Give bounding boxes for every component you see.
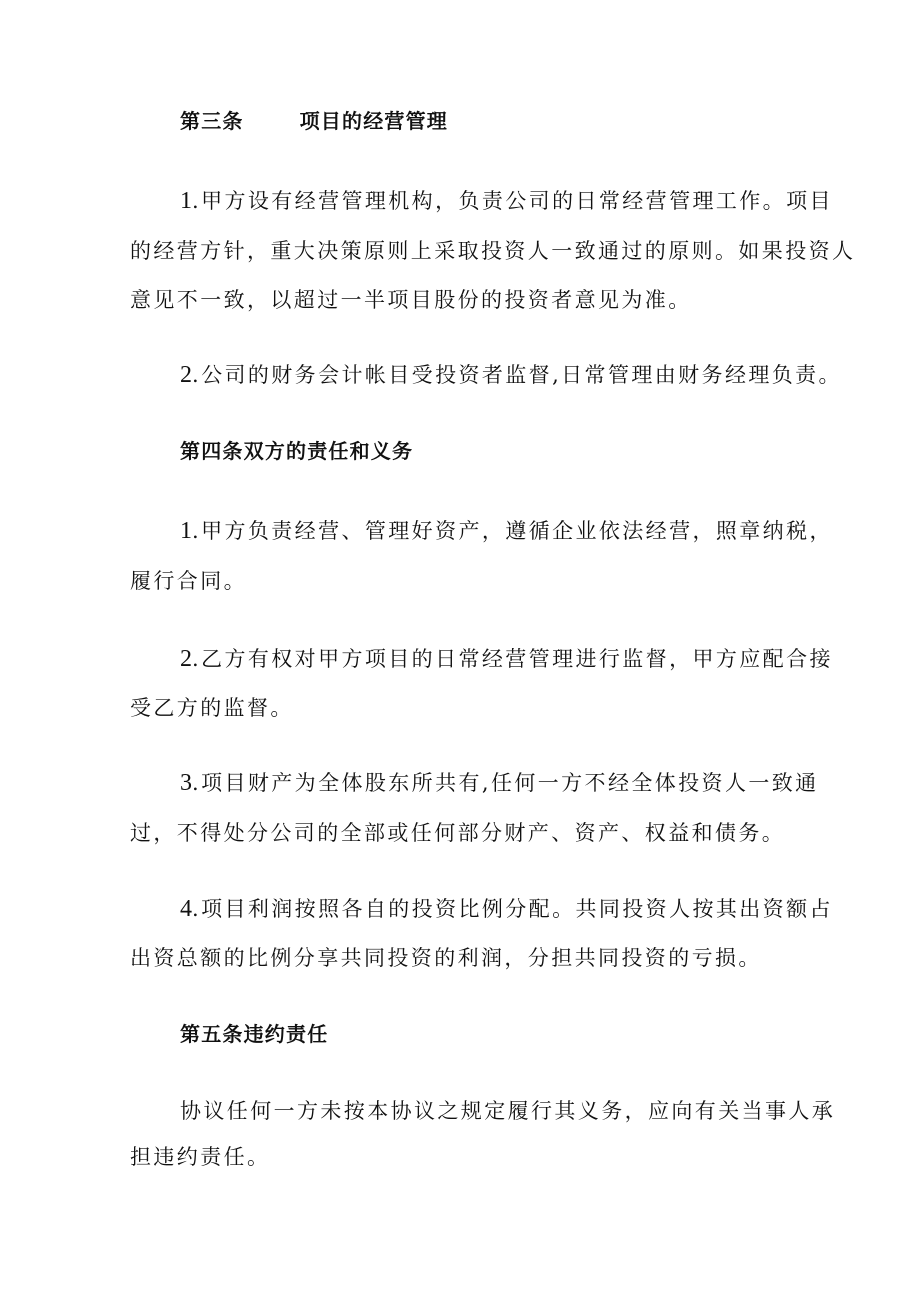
article-3-heading — [180, 106, 448, 136]
item-number: 2 — [180, 362, 192, 388]
article-3-title: 项目的经营管理 — [299, 109, 449, 133]
item-number: 1 — [180, 188, 192, 214]
article-4-item-2-line-1: 2.乙方有权对甲方项目的日常经营管理进行监督，甲方应配合接 — [180, 646, 833, 672]
article-4-item-1-line-1: 1.甲方负责经营、管理好资产，遵循企业依法经营，照章纳税， — [180, 518, 833, 544]
article-4-item-4-line-2: 出资总额的比例分享共同投资的利润，分担共同投资的亏损。 — [130, 946, 762, 970]
item-number: 3 — [180, 770, 192, 796]
item-number: 2 — [180, 646, 192, 672]
article-4-item-3-line-1: 3.项目财产为全体股东所共有,任何一方不经全体投资人一致通 — [180, 770, 819, 796]
article-3-item-1-line-1: 1.甲方设有经营管理机构，负责公司的日常经营管理工作。项目 — [180, 188, 833, 214]
article-4-item-1-line-2: 履行合同。 — [130, 569, 247, 593]
article-4-item-2-line-2: 受乙方的监督。 — [130, 696, 294, 720]
article-3-item-1-line-3: 意见不一致，以超过一半项目股份的投资者意见为准。 — [130, 288, 692, 312]
article-4-item-4-line-1: 4.项目利润按照各自的投资比例分配。共同投资人按其出资额占 — [180, 896, 833, 922]
article-5-line-2: 担违约责任。 — [130, 1145, 271, 1169]
article-4-item-3-line-2: 过，不得处分公司的全部或任何部分财产、资产、权益和债务。 — [130, 821, 786, 845]
article-3-item-1-line-2: 的经营方针，重大决策原则上采取投资人一致通过的原则。如果投资人 — [130, 239, 856, 263]
article-4-heading: 第四条双方的责任和义务 — [180, 439, 414, 463]
item-number: 1 — [180, 518, 192, 544]
item-number: 4 — [180, 896, 192, 922]
article-5-heading: 第五条违约责任 — [180, 1022, 329, 1046]
article-3-item-2-line-1: 2.公司的财务会计帐目受投资者监督,日常管理由财务经理负责。 — [180, 362, 842, 388]
article-3-number: 第三条 — [180, 109, 244, 133]
article-5-line-1: 协议任何一方未按本协议之规定履行其义务，应向有关当事人承 — [180, 1099, 836, 1123]
